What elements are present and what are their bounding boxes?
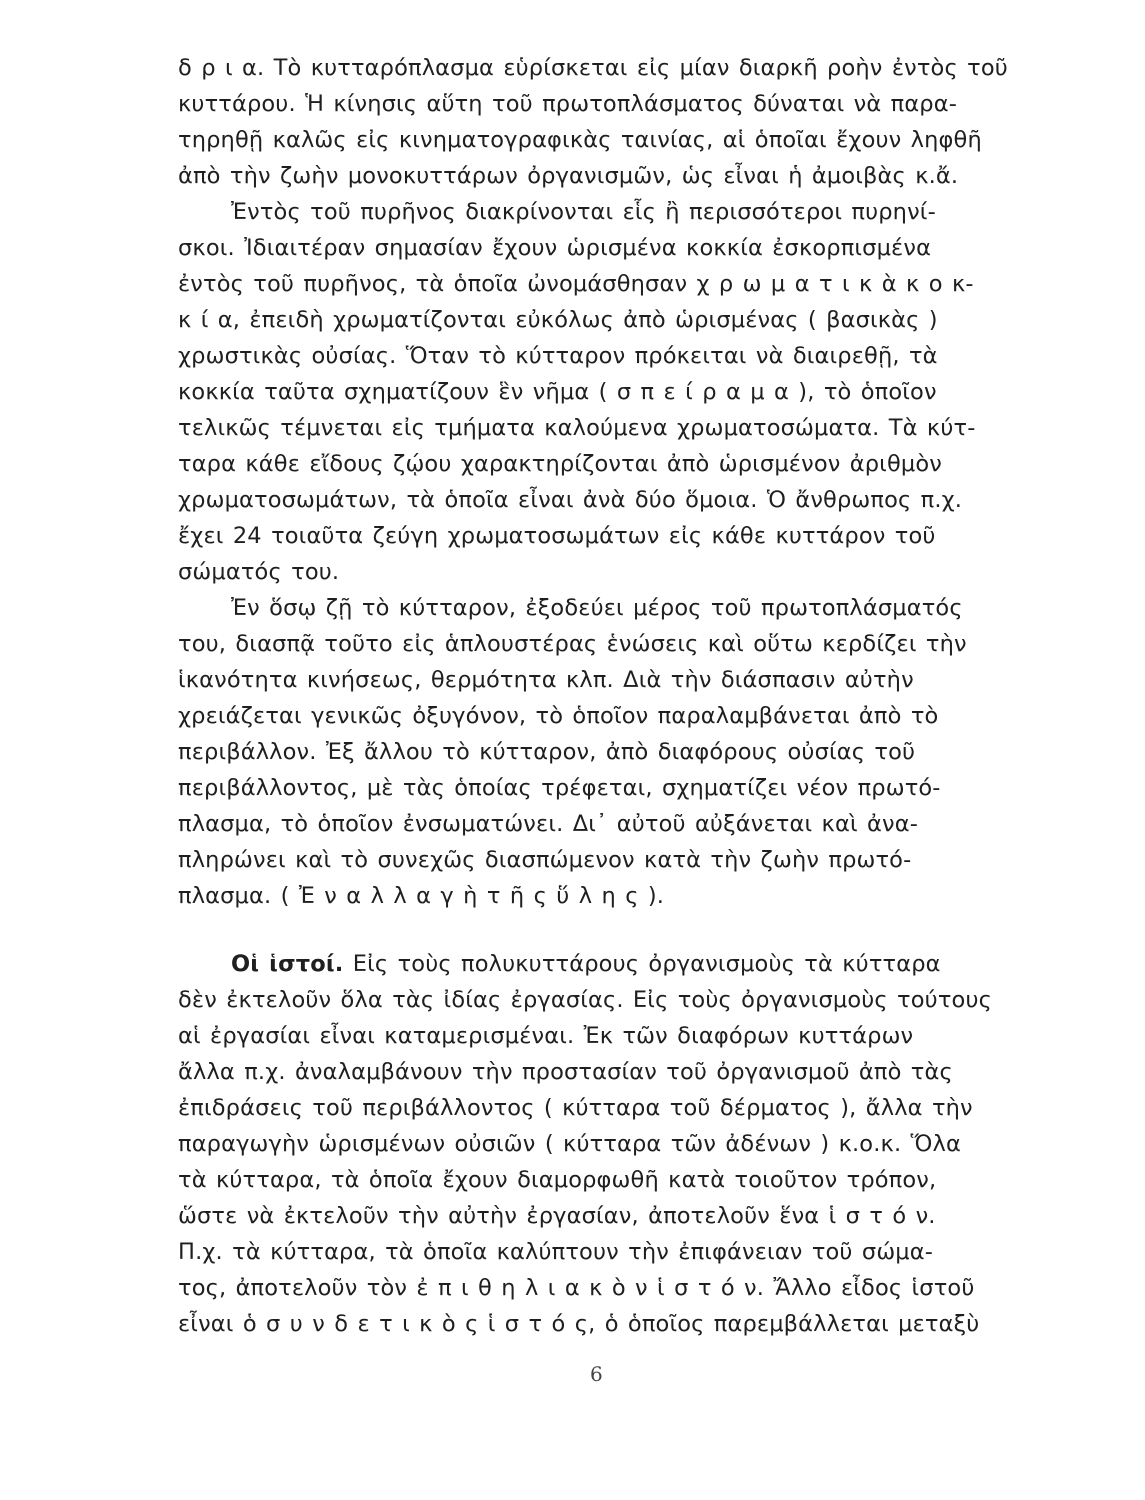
text-line: χρωματοσωμάτων, τὰ ὁποῖα εἶναι ἀνὰ δύο ὅμοια. Ὁ ἄνθρωπος π.χ. [178,487,963,513]
page-number: 6 [590,1362,603,1386]
text-line: δὲν ἐκτελοῦν ὅλα τὰς ἰδίας ἐργασίας. Εἰς τοὺς ὀργανισμοὺς τούτους [178,987,992,1013]
text-line: ἄλλα π.χ. ἀναλαμβάνουν τὴν προστασίαν τοῦ ὀργανισμοῦ ἀπὸ τὰς [178,1059,953,1085]
text-line: αἱ ἐργασίαι εἶναι καταμερισμέναι. Ἐκ τῶν διαφόρων κυττάρων [178,1023,914,1049]
text-line: ὥστε νὰ ἐκτελοῦν τὴν αὐτὴν ἐργασίαν, ἀποτελοῦν ἕνα ἱ σ τ ό ν. [178,1203,936,1229]
text-span: Εἰς τοὺς πολυκυττάρους ὀργανισμοὺς τὰ κύτταρα [343,951,941,977]
text-line: κ ί α, ἐπειδὴ χρωματίζονται εὐκόλως ἀπὸ ὡρισμένας ( βασικὰς ) [178,307,938,333]
text-line: σκοι. Ἰδιαιτέραν σημασίαν ἔχουν ὡρισμένα κοκκία ἐσκορπισμένα [178,235,932,261]
text-line: χρειάζεται γενικῶς ὀξυγόνον, τὸ ὁποῖον παραλαμβάνεται ἀπὸ τὸ [178,703,939,729]
text-line: εἶναι ὁ σ υ ν δ ε τ ι κ ὸ ς ἱ σ τ ό ς, ὁ ὁποῖος παρεμβάλλεται μεταξὺ [178,1311,980,1337]
section-first-line [231,948,1038,980]
text-line: κυττάρου. Ἡ κίνησις αὕτη τοῦ πρωτοπλάσματος δύναται νὰ παρα- [178,91,957,117]
text-line: ἱκανότητα κινήσεως, θερμότητα κλπ. Διὰ τὴν διάσπασιν αὐτὴν [178,667,914,693]
text-line: κοκκία ταῦτα σχηματίζουν ἓν νῆμα ( σ π ε ί ρ α μ α ), τὸ ὁποῖον [178,379,937,405]
text-line: ἔχει 24 τοιαῦτα ζεύγη χρωματοσωμάτων εἰς κάθε κυττάρον τοῦ [178,523,936,549]
text-line: πλασμα. ( Ἐ ν α λ λ α γ ὴ τ ῆ ς ὕ λ η ς ). [178,883,665,909]
text-line: χρωστικὰς οὐσίας. Ὅταν τὸ κύτταρον πρόκειται νὰ διαιρεθῇ, τὰ [178,343,938,369]
text-line: Ἐντὸς τοῦ πυρῆνος διακρίνονται εἷς ἢ περισσότεροι πυρηνί- [231,199,936,225]
text-line: τελικῶς τέμνεται εἰς τμήματα καλούμενα χρωματοσώματα. Τὰ κύτ- [178,415,976,441]
text-line: πλασμα, τὸ ὁποῖον ἐνσωματώνει. Δι᾽ αὐτοῦ αὐξάνεται καὶ ἀνα- [178,811,918,837]
text-line: σώματός του. [178,559,340,585]
text-line: του, διασπᾷ τοῦτο εἰς ἁπλουστέρας ἑνώσεις καὶ οὕτω κερδίζει τὴν [178,631,967,657]
text-line: ἀπὸ τὴν ζωὴν μονοκυττάρων ὀργανισμῶν, ὡς εἶναι ἡ ἀμοιβὰς κ.ἄ. [178,163,959,189]
text-line: ἐντὸς τοῦ πυρῆνος, τὰ ὁποῖα ὠνομάσθησαν χ ρ ω μ α τ ι κ ὰ κ ο κ- [178,271,974,297]
text-line: τηρηθῇ καλῶς εἰς κινηματογραφικὰς ταινίας, αἱ ὁποῖαι ἔχουν ληφθῆ [178,127,982,153]
text-line: Ἐν ὅσῳ ζῇ τὸ κύτταρον, ἐξοδεύει μέρος τοῦ πρωτοπλάσματός [231,595,963,621]
text-line: δ ρ ι α. Τὸ κυτταρόπλασμα εὑρίσκεται εἰς μίαν διαρκῆ ροὴν ἐντὸς τοῦ [178,55,1008,81]
text-line: περιβάλλοντος, μὲ τὰς ὁποίας τρέφεται, σχηματίζει νέον πρωτό- [178,775,941,801]
section-heading: Οἱ ἱστοί. [231,951,344,977]
text-line: πληρώνει καὶ τὸ συνεχῶς διασπώμενον κατὰ τὴν ζωὴν πρωτό- [178,847,912,873]
text-line: τος, ἀποτελοῦν τὸν ἐ π ι θ η λ ι α κ ὸ ν ἱ σ τ ό ν. Ἄλλο εἶδος ἱστοῦ [178,1275,975,1301]
text-line: τὰ κύτταρα, τὰ ὁποῖα ἔχουν διαμορφωθῆ κατὰ τοιοῦτον τρόπον, [178,1167,937,1193]
text-line: Π.χ. τὰ κύτταρα, τὰ ὁποῖα καλύπτουν τὴν ἐπιφάνειαν τοῦ σώμα- [178,1239,934,1265]
text-line: περιβάλλον. Ἐξ ἄλλου τὸ κύτταρον, ἀπὸ διαφόρους οὐσίας τοῦ [178,739,916,765]
text-line: παραγωγὴν ὡρισμένων οὐσιῶν ( κύτταρα τῶν ἀδένων ) κ.ο.κ. Ὅλα [178,1131,961,1157]
text-line: ἐπιδράσεις τοῦ περιβάλλοντος ( κύτταρα τοῦ δέρματος ), ἄλλα τὴν [178,1095,973,1121]
text-line: ταρα κάθε εἴδους ζῴου χαρακτηρίζονται ἀπὸ ὡρισμένον ἀριθμὸν [178,451,942,477]
